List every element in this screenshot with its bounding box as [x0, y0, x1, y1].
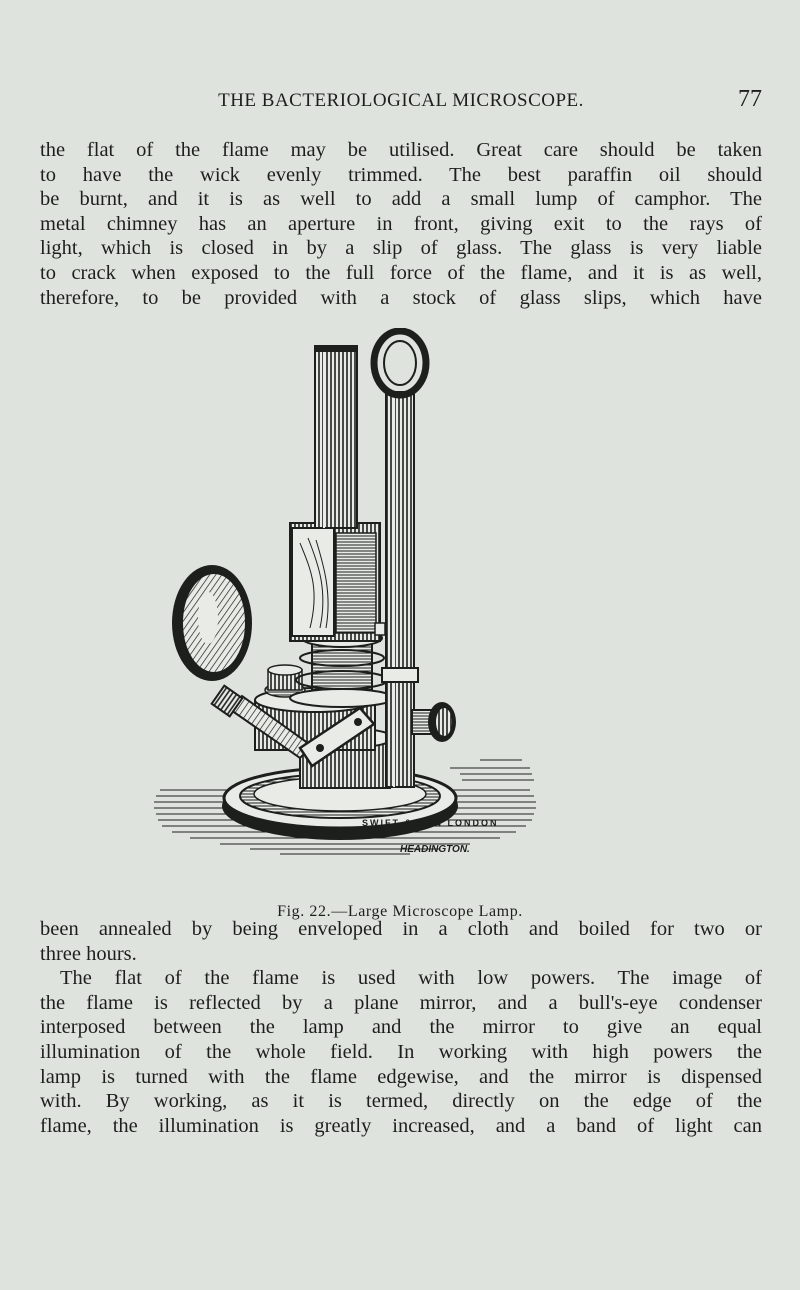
text-line: therefore, to be provided with a stock of glass slips, which have — [40, 286, 762, 309]
base-lettering: SWIFT & SON LONDON — [362, 818, 499, 828]
text-line: The flat of the flame is used with low powers. The image of — [60, 967, 762, 990]
paragraph-bottom — [40, 917, 762, 1138]
running-head — [40, 86, 762, 118]
text-line: interposed between the lamp and the mirror to give an equal — [40, 1016, 762, 1039]
text-line: flame, the illumination is greatly increased, and a band of light can — [40, 1114, 762, 1137]
text-line: been annealed by being enveloped in a cloth and boiled for two or — [40, 918, 762, 940]
lamp-chimney — [290, 523, 385, 641]
text-line: to crack when exposed to the full force of the flame, and it is as well, — [40, 261, 762, 284]
chimney-flue — [315, 346, 357, 528]
text-line: three hours. — [40, 942, 137, 965]
text-line: metal chimney has an aperture in front, giving exit to the rays of — [40, 212, 762, 235]
text-line: lamp is turned with the flame edgewise, and the mirror is dispensed — [40, 1065, 762, 1088]
text-line: to have the wick evenly trimmed. The best paraffin oil should — [40, 163, 762, 186]
text-line: be burnt, and it is as well to add a small lump of camphor. The — [40, 188, 762, 211]
figure-caption: Fig. 22.—Large Microscope Lamp. — [277, 903, 523, 920]
text-line: the flat of the flame may be utilised. Great care should be taken — [40, 139, 762, 161]
top-ring — [374, 331, 426, 395]
engraver-signature: HEADINGTON. — [400, 844, 470, 855]
microscope-lamp-illustration — [150, 328, 540, 888]
plane-mirror — [172, 565, 252, 681]
text-line: illumination of the whole field. In working with high powers the — [40, 1040, 762, 1063]
running-title: THE BACTERIOLOGICAL MICROSCOPE. — [218, 90, 584, 111]
text-line: with. By working, as it is termed, directly on the edge of the — [40, 1090, 762, 1113]
paragraph-top — [40, 138, 762, 310]
text-line: the flame is reflected by a plane mirror, and a bull's-eye condenser — [40, 991, 762, 1014]
text-line: light, which is closed in by a slip of glass. The glass is very liable — [40, 237, 762, 260]
page-number: 77 — [738, 86, 762, 112]
clamp-knob — [412, 702, 456, 742]
